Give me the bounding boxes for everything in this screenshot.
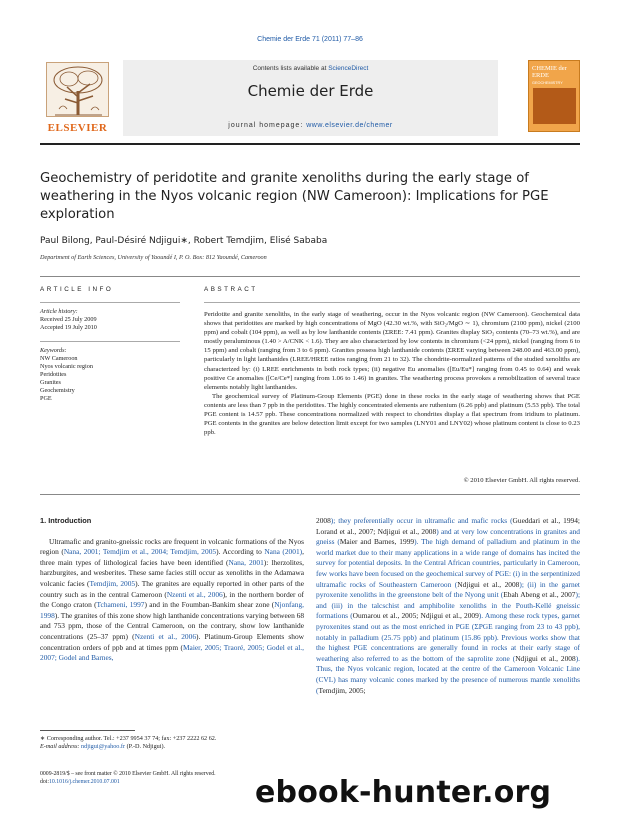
paragraph-text: ), in the northern border of the Congo craton ( <box>40 589 305 610</box>
email-link[interactable]: ndjigui@yahoo.fr <box>81 743 126 751</box>
keywords-label: Keywords: <box>40 347 67 354</box>
abstract-heading: ABSTRACT <box>204 286 258 293</box>
journal-homepage <box>123 122 498 129</box>
article-title: Geochemistry of peridotite and granite xenoliths during the early stage of weathering in the Nyos volcanic region (NW Cameroon): Implications for PGE exploration <box>40 171 549 222</box>
citation-link[interactable]: ). Thus, the Nyos volcanic region, located at the centre of the Cameroon Volcanic Line (CVL) has many volcanic cones marked by the presence of numerous mantle xenoliths ( <box>316 653 580 695</box>
footnote-email-line <box>40 743 300 751</box>
citation-link[interactable]: ). The high demand of palladium and platinum in the world market due to their many applications in a wide range of domains has incited the survey for potential deposits. In the Central African countries, particularly in Cameroon, few works have been focused on the geochemical survey of PGE: (i) in the serpentinized ultramafic rocks of Southeastern Cameroon ( <box>316 537 580 589</box>
cover-image <box>533 88 576 124</box>
paragraph-text: Temdjim, 2005; <box>318 685 366 695</box>
citation-link[interactable]: Temdjim, 2005 <box>89 578 136 588</box>
received-date: Received 25 July 2009 <box>40 316 97 323</box>
running-head[interactable]: Chemie der Erde 71 (2011) 77–86 <box>257 36 363 43</box>
citation-link[interactable]: Nzenti et al., 2006 <box>134 631 197 641</box>
paragraph-text: Gueddari et al., 1994; Lorand et al., 2007; Ndjigui et al., 2008 <box>316 516 580 536</box>
journal-cover-thumbnail[interactable] <box>528 60 580 132</box>
paragraph-text: 2008 <box>316 516 331 525</box>
paragraph-text: ) and in the Foumban-Bankim shear zone ( <box>144 600 275 610</box>
abstract-body <box>204 310 580 437</box>
citation-link[interactable]: Nana, 2001; Temdjim et al., 2004; Temdjim, 2005 <box>63 547 217 557</box>
paragraph-text: ): lherzolites, harzburgites, and wesberites. These same facies still occur as xenoliths in the Adamawa volcanic facies ( <box>40 557 304 588</box>
footnote-rule <box>40 730 135 731</box>
issn-line: 0009-2819/$ – see front matter © 2010 Elsevier GmbH. All rights reserved. <box>40 771 216 777</box>
doi-prefix: doi: <box>40 779 50 785</box>
citation-link[interactable]: Nana, 2001 <box>228 557 264 567</box>
publisher-name: ELSEVIER <box>47 122 108 134</box>
article-history <box>40 308 180 332</box>
intro-paragraph-continued <box>316 516 580 696</box>
email-label: E-mail address: <box>40 743 82 751</box>
header-divider <box>40 276 580 277</box>
citation-link[interactable]: ); they preferentially occur in ultramafic and mafic rocks ( <box>330 516 513 525</box>
paragraph-text: ). Platinum-Group Elements show concentration orders of ppb and at times ppm ( <box>40 631 305 652</box>
copyright-notice: © 2010 Elsevier GmbH. All rights reserved. <box>463 477 580 484</box>
homepage-link[interactable]: www.elsevier.de/chemer <box>306 122 393 129</box>
keyword: Nyos volcanic region <box>40 363 93 370</box>
body-divider <box>40 494 580 495</box>
journal-info-box <box>123 60 498 136</box>
cover-title: CHEMIE der ERDE <box>532 65 567 79</box>
abstract-paragraph: The geochemical survey of Platinum-Group Elements (PGE) done in these rocks in the early stage of weathering shows that PGE contents are less than 7 ppb in the peridotites. The highly concentrated elements are ruthenium (6.26 ppb) and platinum (5.53 ppb). The total PGE content is 14.57 ppb. These concentrations normalized with respect to chondrites display a flat spectrum from iridium to platinum. PGE contents in the granites are below detection limit except for two samples (LNY01 and LNY02) whose platinum content is close to 0.23 ppb. <box>204 392 581 437</box>
contents-prefix: Contents lists available at <box>252 65 329 72</box>
section-heading-introduction: 1. Introduction <box>40 516 92 525</box>
abstract-paragraph: Peridotite and granite xenoliths, in the early stage of weathering, occur in the Nyos volcanic region (NW Cameroon). Geochemical data shows that peridotites are marked by high concentrations of MgO (42.30 wt.%, with SiO₂/MgO ∼ 1), chromium (2100 ppm), nickel (2100 ppm) and cobalt (104 ppm), as well as by low lanthanide contents (ΣREE: 7.41 ppm). Granites display SiO₂ contents (70–73 wt.%), and are mostly peraluminous (1.40 > A/CNK < 1.6). They are also characterized by low contents in chromium (<24 ppm), nickel (ranging from 6 to 15 ppm) and cobalt (ranging from 3 to 6 ppm). Granites possess high lanthanide contents (ΣREE varying between 248.00 and 463.00 ppm), particularly in light lanthanides (LREE/HREE ratios ranging from 21 to 32). The chondrite-normalized patterns of the studied xenoliths are characterized by: (i) LREE enrichments in both rock types; (ii) negative Eu anomalies ([Eu/Eu*] ranging from 0.45 to 0.64) and weak positive Ce anomalies ([Ce/Ce*] ranging from 1.06 to 1.46) in granites. The weathering process provokes a remobilization of several trace elements notably light lanthanides. <box>204 311 580 391</box>
author-affiliation: Department of Earth Sciences, University of Yaoundé I, P. O. Box: 812 Yaoundé, Cameroon <box>40 254 267 261</box>
keyword: Geochemistry <box>40 387 75 394</box>
paragraph-text: Ndjigui et al., 2008 <box>515 653 576 663</box>
intro-paragraph <box>40 537 304 664</box>
watermark-text: ebook-hunter.org <box>255 775 552 810</box>
contents-line <box>123 65 498 72</box>
paragraph-text: ). According to <box>216 547 265 557</box>
article-info-heading: ARTICLE INFO <box>40 286 114 293</box>
citation-link[interactable]: ). Among these rock types, garnet pyroxenites stand out as the most enriched in PGE (ΣPGE ranging from 23 to 43 ppb), notably in palladium (25.75 ppb) and platinum (15.86 ppb). Previous works show that the highest PGE concentrations are generally found in rocks at their early stage of weathering also referred to as the bottom of the saprolite zone ( <box>316 611 580 663</box>
history-label: Article history: <box>40 308 78 315</box>
cover-subtitle: GEOCHEMISTRY <box>532 81 563 85</box>
journal-masthead <box>40 60 580 140</box>
paragraph-text: Ultramafic and granito-gneissic rocks are frequent in volcanic formations of the Nyos region ( <box>40 536 304 557</box>
elsevier-logo[interactable] <box>40 60 115 136</box>
email-suffix: (P.-D. Ndjigui). <box>125 743 166 751</box>
sciencedirect-link[interactable]: ScienceDirect <box>328 65 369 72</box>
citation-link[interactable]: Nana (2001) <box>264 547 303 557</box>
citation-link[interactable]: Nzenti et al., 2006 <box>166 589 223 599</box>
paragraph-text: ). The granites of this zone show high lanthanide concentrations varying between 68 and 753 ppm, those of the Central Cameroon, on the contrary, show low lanthanide concentrations (25–37 ppm) ( <box>40 610 305 641</box>
paragraph-text: , three main types of lithological facies have been identified ( <box>40 547 304 567</box>
citation-link[interactable]: Maier, 2005; Traoré, 2005; Godel et al., 2007; Godel and Barnes, <box>40 642 304 663</box>
keyword: Peridotites <box>40 371 67 378</box>
corresponding-author-footnote <box>40 735 300 751</box>
citation-link[interactable]: ); (ii) in the garnet pyroxenite xenoliths in the greenstone belt of the Nyong unit ( <box>316 579 580 600</box>
citation-link[interactable]: Njonfang, 1998 <box>40 600 304 620</box>
paragraph-text: Oumarou et al., 2005; Ndjigui et al., 2009 <box>352 611 479 621</box>
citation-link[interactable]: Tchameni, 1997 <box>96 600 145 610</box>
journal-name: Chemie der Erde <box>247 82 374 100</box>
paragraph-text: Ebah Abeng et al., 2007 <box>503 590 576 600</box>
body-column-left <box>40 516 304 664</box>
body-column-right <box>316 516 580 696</box>
author-list[interactable]: Paul Bilong, Paul-Désiré Ndjigui∗, Robert Temdjim, Elisé Sababa <box>40 236 328 246</box>
citation-link[interactable]: ) and at very low concentrations in granites and gneiss ( <box>316 526 580 547</box>
footnote-contact: ∗ Corresponding author. Tel.: +237 9954 37 74; fax: +237 2222 62 62. <box>40 735 217 742</box>
elsevier-tree-icon <box>46 62 109 117</box>
masthead-rule <box>40 143 580 145</box>
keyword: NW Cameroon <box>40 355 78 362</box>
citation-link[interactable]: ); and (iii) in the talcschist and amphibolite xenoliths in the Pouth-Kellé gneissic formations ( <box>316 590 580 621</box>
keywords-block <box>40 347 180 403</box>
keyword: PGE <box>40 395 52 402</box>
paragraph-text: Ndjigui et al., 2008 <box>457 579 520 589</box>
homepage-prefix: journal homepage: <box>228 122 307 129</box>
paragraph-text: ). The granites are equally reported in other parts of the country such as in the central Cameroon ( <box>40 578 305 599</box>
doi-link[interactable]: 10.1016/j.chemer.2010.07.001 <box>49 779 120 785</box>
paragraph-text: Maier and Barnes, 1999 <box>339 537 415 547</box>
abstract-divider <box>204 302 580 303</box>
article-info-divider <box>40 302 180 303</box>
keywords-divider <box>40 341 180 342</box>
accepted-date: Accepted 19 July 2010 <box>40 324 97 331</box>
keyword: Granites <box>40 379 61 386</box>
